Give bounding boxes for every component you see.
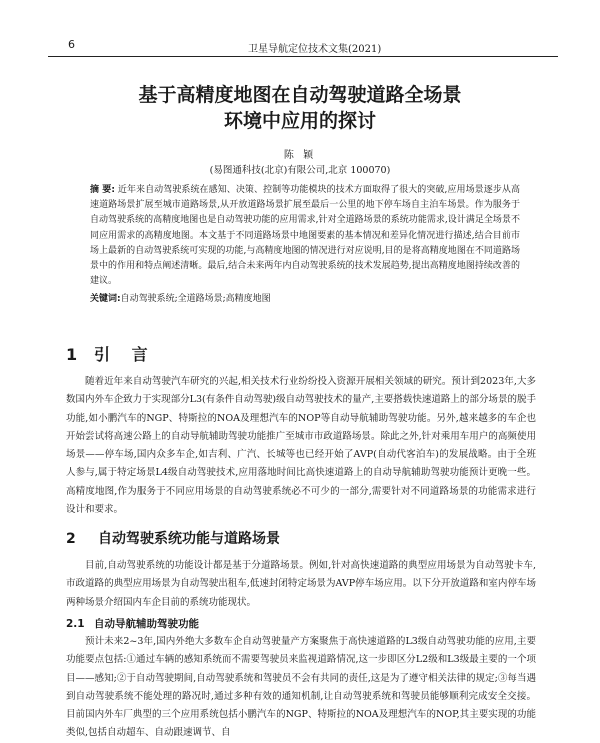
section-2-title: 自动驾驶系统功能与道路场景 <box>98 531 280 547</box>
section-2-1-number: 2.1 <box>66 618 85 630</box>
section-1-title: 引 言 <box>94 345 156 364</box>
abstract <box>90 183 520 289</box>
title-line-2: 环境中应用的探讨 <box>223 110 376 132</box>
author: 陈 颖 <box>283 150 317 161</box>
journal-title: 卫星导航定位技术文集(2021) <box>248 44 382 55</box>
affiliation: (易图通科技(北京)有限公司,北京 100070) <box>209 165 391 176</box>
keywords-text: 自动驾驶系统;全道路场景;高精度地图 <box>120 294 271 304</box>
section-2-1-heading <box>66 616 199 631</box>
section-2-heading <box>66 528 280 548</box>
title-line-1: 基于高精度地图在自动驾驶道路全场景 <box>138 84 462 106</box>
section-1-paragraph: 随着近年来自动驾驶汽车研究的兴起,相关技术行业纷纷投入资源开展相关领域的研究。预计到2023年,大多数国内外车企致力于实现部分L3(有条件自动驾驶)级自动驾驶技术的量产,主要搭载快速道路上的部分场景的脱手功能,如小鹏汽车的NGP、特斯拉的NOA及理想汽车的NOP等自动导航辅助驾驶功能。另外,越来越多的车企也开始尝试将高速公路上的自动导航辅助驾驶功能推广至城市市政道路场景。除此之外,针对乘用车用户的高频使用场景——停车场,国内众多车企,如吉利、广汽、长城等也已经开始了AVP(自动代客泊车)的发展战略。由于全班人参与,属于特定场景L4级自动驾驶技术,应用落地时间比高快速道路上的自动导航辅助驾驶功能预计更晚一些。高精度地图,作为服务于不同应用场景的自动驾驶系统必不可少的一部分,需要针对不同道路场景的功能需求进行设计和要求。 <box>66 376 536 516</box>
abstract-text: 近年来自动驾驶系统在感知、决策、控制等功能模块的技术方面取得了很大的突破,应用场景逐步从高速道路场景扩展至城市道路场景,从开放道路场景扩展至最后一公里的地下停车场自主泊车场景。作为服务于自动驾驶系统的高精度地图也是自动驾驶功能的应用需求,针对全道路场景的系统功能需求,设计满足全场景不同应用需求的高精度地图。本文基于不同道路场景中地图要素的基本情况和差异化情况进行描述,结合目前市场上最新的自动驾驶系统可实现的功能,与高精度地图的情况进行对应说明,目的是将高精度地图在不同道路场景中的作用和特点阐述清晰。最后,结合未来两年内自动驾驶系统的技术发展趋势,提出高精度地图持续改善的建议。 <box>90 185 520 287</box>
section-2-1-title: 自动导航辅助驾驶功能 <box>94 618 199 630</box>
section-2-1-paragraph: 预计未来2~3年,国内外绝大多数车企自动驾驶量产方案聚焦于高快速道路的L3级自动驾驶功能的应用,主要功能要点包括:①通过车辆的感知系统而不需要驾驶员来监视道路情况,这一步即区分L2级和L3级最主要的一个项目——感知;②于自动驾驶期间,自动驾驶系统和驾驶员不会有共同的责任,这是为了遵守相关法律的规定;③每当遇到自动驾驶系统不能处理的路况时,通过多种有效的通知机制,让自动驾驶系统和驾驶员能够顺利完成安全交接。目前国内外车厂典型的三个应用系统包括小鹏汽车的NGP、特斯拉的NOA及理想汽车的NOP,其主要实现的功能类似,包括自动超车、自动跟速调节、自 <box>66 636 536 739</box>
keywords-label: 关键词: <box>90 294 121 304</box>
section-2-paragraph: 目前,自动驾驶系统的功能设计都是基于分道路场景。例如,针对高快速道路的典型应用场景为自动驾驶卡车,市政道路的典型应用场景为自动驾驶出租车,低速封闭特定场景为AVP停车场应用。以下分开放道路和室内停车场两种场景介绍国内车企目前的系统功能现状。 <box>66 560 536 608</box>
abstract-label: 摘 要: <box>90 185 115 195</box>
running-header <box>48 38 558 57</box>
section-2-number: 2 <box>66 531 76 547</box>
paper-title <box>0 82 600 134</box>
page-number: 6 <box>68 38 75 51</box>
section-1-heading <box>66 342 156 365</box>
keywords <box>90 292 520 306</box>
section-1-number: 1 <box>66 345 78 364</box>
